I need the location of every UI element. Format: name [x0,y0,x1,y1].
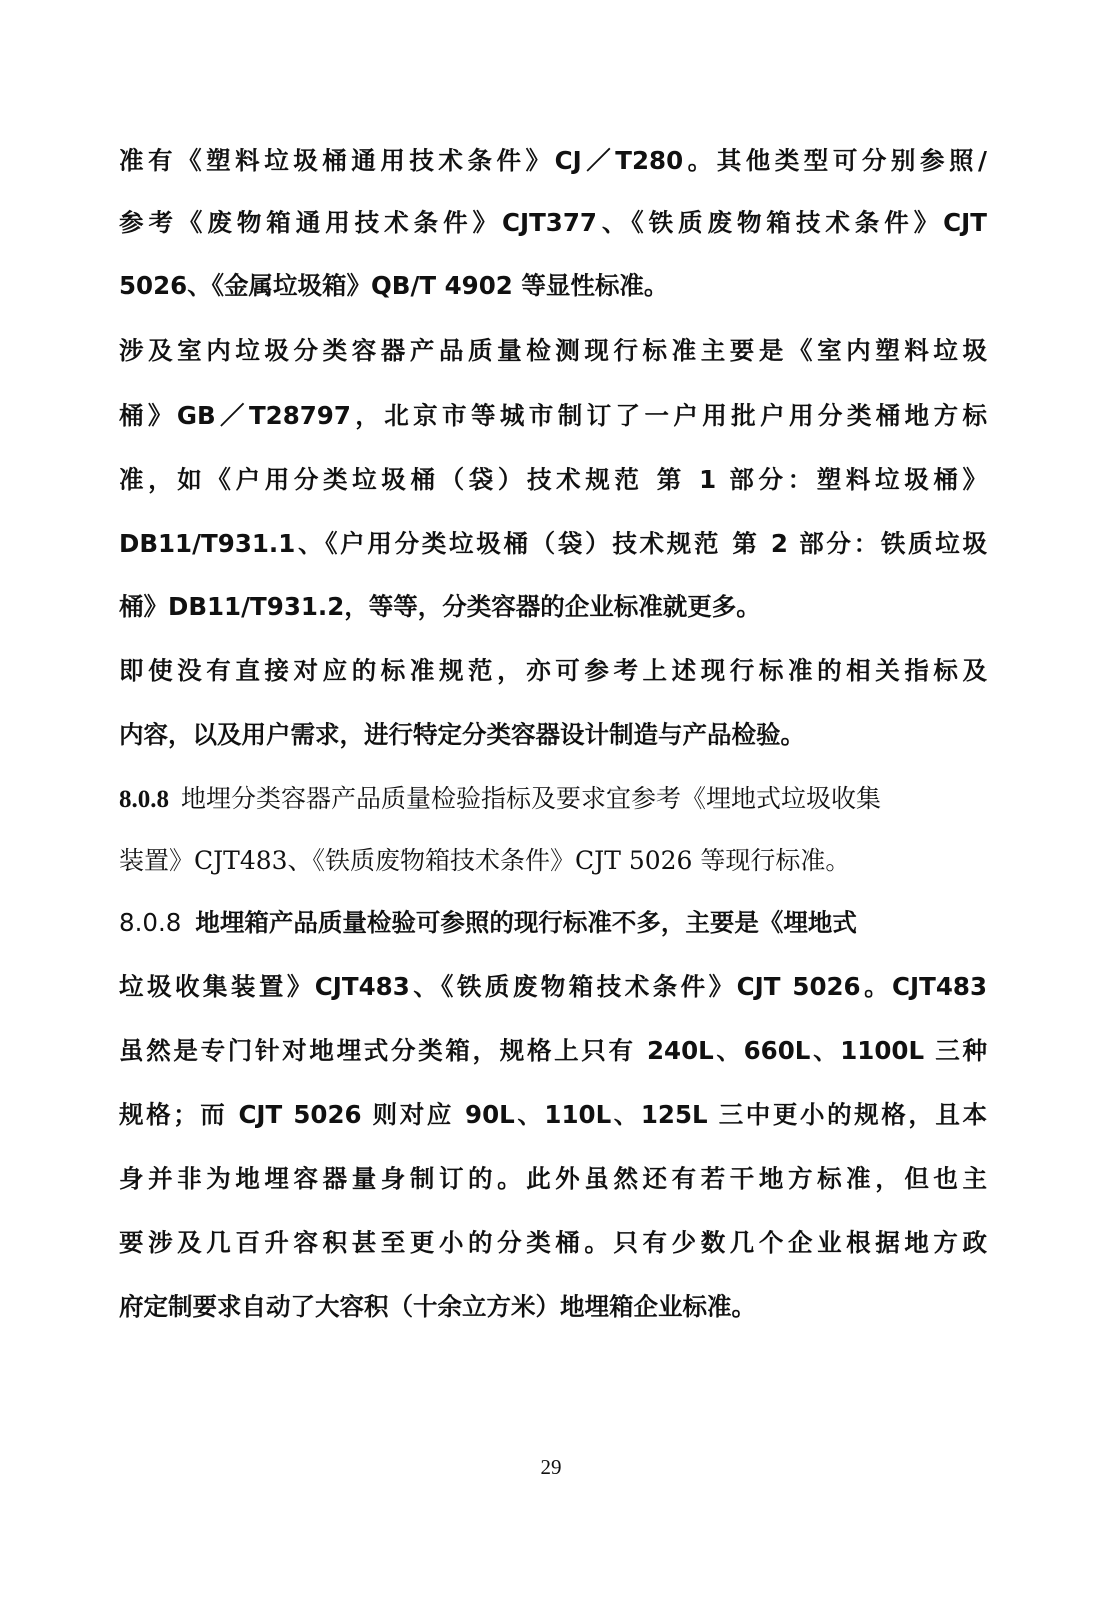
page-number: 29 [540,1455,562,1479]
text-line: 桶》DB11/T931.2，等等，分类容器的企业标准就更多。 [119,592,761,621]
text-line: 即使没有直接对应的标准规范，亦可参考上述现行标准的相关指标及 [119,656,987,685]
text-line: 规格；而 CJT 5026 则对应 90L、110L、125L 三中更小的规格，且本 [119,1100,987,1129]
text-line: 准有《塑料垃圾桶通用技术条件》CJ／T280。其他类型可分别参照/ [119,146,987,175]
text-line: 参考《废物箱通用技术条件》CJT377、《铁质废物箱技术条件》CJT [119,208,987,237]
text-line: 桶》GB／T28797，北京市等城市制订了一户用批户用分类桶地方标 [119,401,987,430]
text-line: 垃圾收集装置》CJT483、《铁质废物箱技术条件》CJT 5026。CJT483 [119,972,987,1001]
text-line: 准，如《户用分类垃圾桶（袋）技术规范 第 1 部分：塑料垃圾桶》 [119,465,987,494]
text-line: 5026、《金属垃圾箱》QB/T 4902 等显性标准。 [119,271,669,300]
text-line: 身并非为地埋容器量身制订的。此外虽然还有若干地方标准，但也主 [119,1164,987,1193]
clause-heading-line [119,903,987,943]
text-line: 虽然是专门针对地埋式分类箱，规格上只有 240L、660L、1100L 三种 [119,1036,987,1065]
clause-heading-line [119,779,987,819]
text-line: 要涉及几百升容积甚至更小的分类桶。只有少数几个企业根据地方政 [119,1228,987,1257]
text-line: DB11/T931.1、《户用分类垃圾桶（袋）技术规范 第 2 部分：铁质垃圾 [119,529,987,558]
clause-text: 地埋箱产品质量检验可参照的现行标准不多，主要是《埋地式 [195,908,857,937]
text-line: 府定制要求自动了大容积（十余立方米）地埋箱企业标准。 [119,1292,756,1321]
clause-number: 8.0.8 [119,786,169,813]
text-line: 装置》CJT483、《铁质废物箱技术条件》CJT 5026 等现行标准。 [119,846,851,875]
clause-number: 8.0.8 [119,908,182,937]
text-line: 内容，以及用户需求，进行特定分类容器设计制造与产品检验。 [119,720,805,749]
text-line: 涉及室内垃圾分类容器产品质量检测现行标准主要是《室内塑料垃圾 [119,336,987,365]
clause-text: 地埋分类容器产品质量检验指标及要求宜参考《埋地式垃圾收集 [181,784,882,813]
